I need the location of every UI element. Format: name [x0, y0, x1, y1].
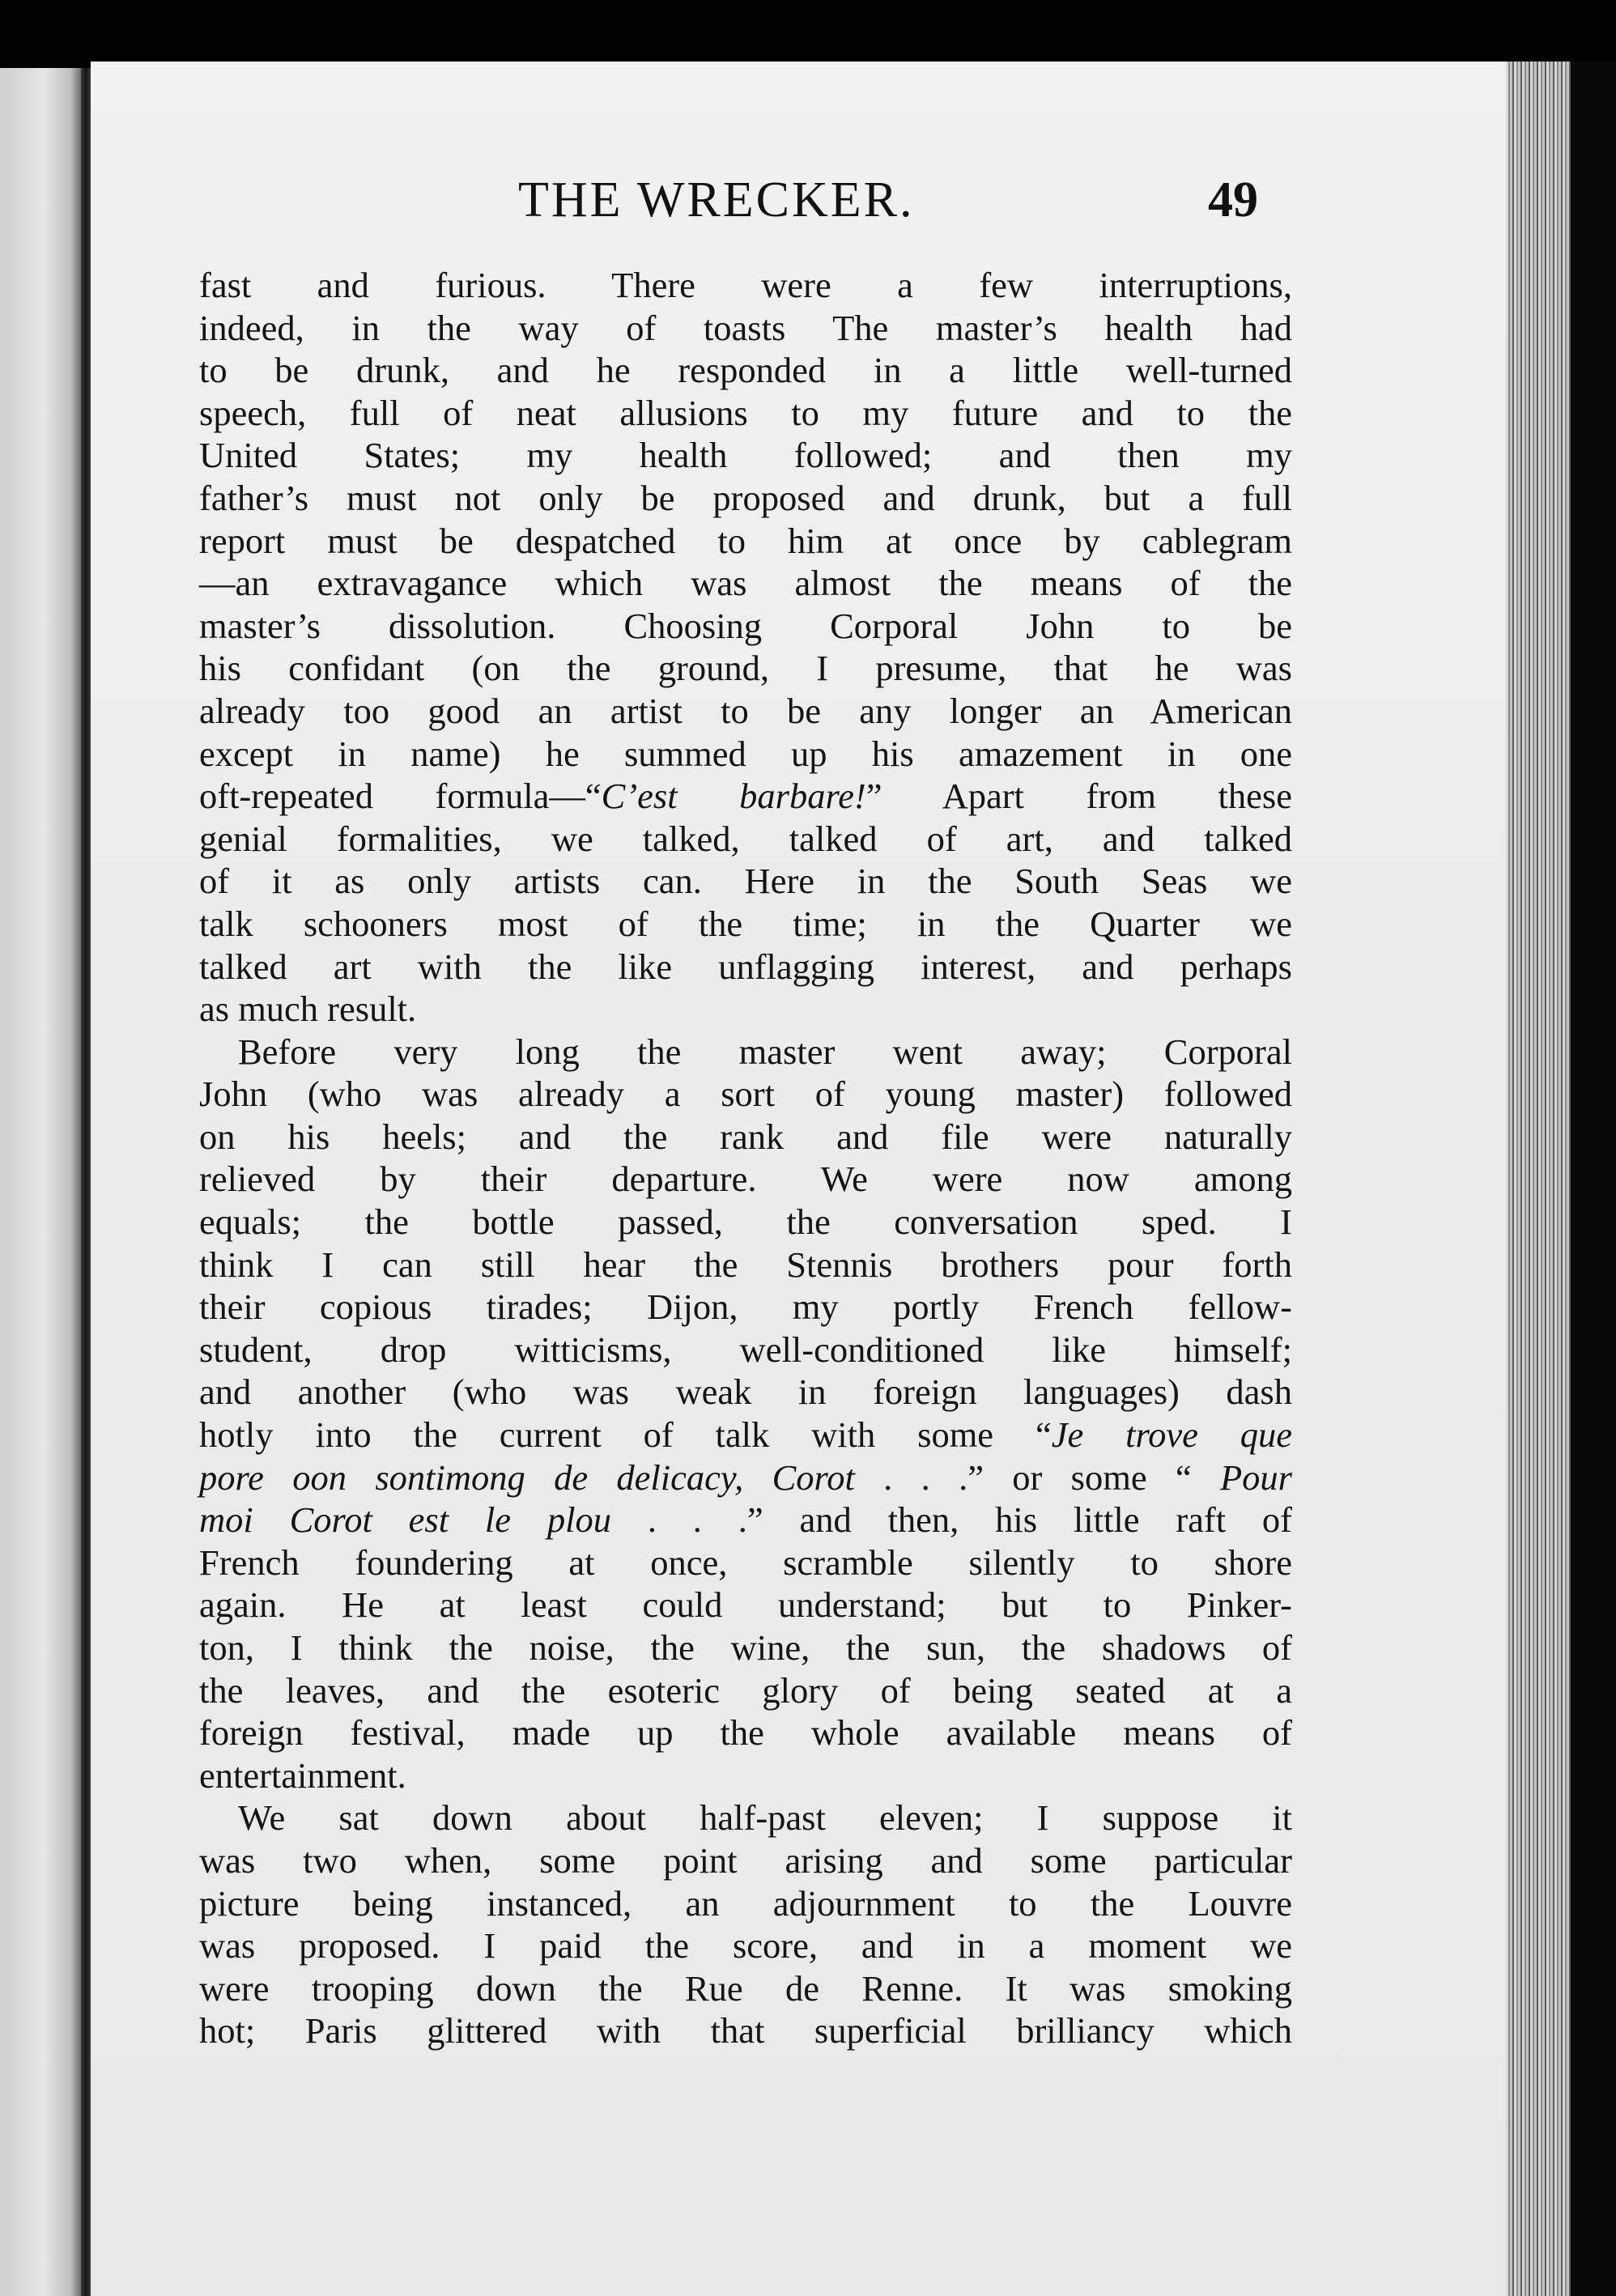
- text-segment: oft-repeated formula—“: [199, 776, 602, 817]
- text-segment: Before very long the master went away; Corporal: [238, 1031, 1292, 1072]
- text-segment: of it as only artists can. Here in the South Seas we: [199, 861, 1292, 902]
- text-segment: student, drop witticisms, well-conditioned like himself;: [199, 1329, 1292, 1370]
- text-line: [199, 1796, 1292, 1839]
- text-segment: ton, I think the noise, the wine, the sun, the shadows of: [199, 1627, 1292, 1668]
- text-line: [199, 1754, 1292, 1797]
- text-line: [199, 264, 1292, 307]
- text-line: [199, 1882, 1292, 1925]
- text-line: [199, 1201, 1292, 1244]
- text-segment: ” Apart from these: [865, 776, 1292, 817]
- text-segment: foreign festival, made up the whole available means of: [199, 1712, 1292, 1754]
- text-segment: the leaves, and the esoteric glory of being seated at a: [199, 1669, 1292, 1711]
- text-segment: picture being instanced, an adjournment to the Louvre: [199, 1882, 1292, 1924]
- text-line: [199, 562, 1292, 605]
- text-line: [199, 647, 1292, 690]
- text-segment: as much result.: [199, 989, 417, 1030]
- italic-text: moi Corot est le plou: [199, 1499, 611, 1541]
- text-line: [199, 1116, 1292, 1159]
- text-segment: . . .” and then, his little raft of: [610, 1499, 1292, 1541]
- text-segment: hot; Paris glittered with that superficial brilliancy which: [199, 2010, 1292, 2052]
- text-line: [199, 1414, 1292, 1456]
- text-segment: hotly into the current of talk with some “: [199, 1414, 1052, 1456]
- text-line: [199, 1499, 1292, 1541]
- text-segment: their copious tirades; Dijon, my portly French fellow-: [199, 1286, 1292, 1328]
- text-line: [199, 1626, 1292, 1669]
- book-gutter: [81, 68, 91, 2296]
- text-line: [199, 1967, 1292, 2010]
- text-segment: entertainment.: [199, 1754, 406, 1796]
- text-line: [199, 1244, 1292, 1286]
- text-line: [199, 1584, 1292, 1626]
- text-line: [199, 1456, 1292, 1499]
- text-segment: speech, full of neat allusions to my future and to the: [199, 392, 1292, 433]
- text-line: [199, 434, 1292, 477]
- text-line: [199, 1286, 1292, 1329]
- text-segment: —an extravagance which was almost the means of the: [199, 563, 1292, 604]
- text-segment: French foundering at once, scramble silently to shore: [199, 1541, 1292, 1583]
- text-segment: We sat down about half-past eleven; I suppose it: [238, 1797, 1292, 1839]
- text-line: [199, 818, 1292, 861]
- italic-text: C’est barbare!: [601, 776, 866, 817]
- text-segment: John (who was already a sort of young master) followed: [199, 1074, 1292, 1115]
- text-segment: . . .” or some “: [854, 1456, 1220, 1498]
- text-line: [199, 1541, 1292, 1584]
- text-segment: master’s dissolution. Choosing Corporal John to be: [199, 605, 1292, 646]
- text-line: [199, 903, 1292, 946]
- text-segment: genial formalities, we talked, talked of art, and talked: [199, 818, 1292, 859]
- text-line: [199, 1711, 1292, 1754]
- text-line: [199, 1073, 1292, 1116]
- text-segment: equals; the bottle passed, the conversation sped. I: [199, 1201, 1292, 1243]
- scan-border-right: [1571, 62, 1616, 2296]
- text-line: [199, 392, 1292, 435]
- text-segment: on his heels; and the rank and file were naturally: [199, 1116, 1292, 1157]
- text-segment: were trooping down the Rue de Renne. It was smoking: [199, 1967, 1292, 2009]
- text-line: [199, 946, 1292, 989]
- text-line: [199, 690, 1292, 733]
- previous-page-edge: [0, 68, 81, 2296]
- text-segment: to be drunk, and he responded in a little well-turned: [199, 350, 1292, 391]
- text-line: [199, 605, 1292, 648]
- text-line: [199, 733, 1292, 776]
- text-line: [199, 520, 1292, 563]
- text-segment: talk schooners most of the time; in the Quarter we: [199, 903, 1292, 944]
- italic-text: pore oon sontimong de delicacy, Corot: [199, 1456, 855, 1498]
- italic-text: Je trove que: [1051, 1414, 1292, 1456]
- text-line: [199, 1669, 1292, 1712]
- text-line: [199, 349, 1292, 392]
- text-line: [199, 477, 1292, 520]
- text-line: [199, 1371, 1292, 1414]
- text-segment: again. He at least could understand; but to Pinker-: [199, 1584, 1292, 1626]
- italic-text: Pour: [1220, 1456, 1292, 1498]
- text-segment: fast and furious. There were a few interruptions,: [199, 265, 1292, 305]
- text-segment: talked art with the like unflagging interest, and perhaps: [199, 946, 1292, 987]
- text-segment: already too good an artist to be any longer an American: [199, 690, 1292, 731]
- text-segment: United States; my health followed; and then my: [199, 435, 1292, 476]
- running-title: THE WRECKER.: [518, 172, 915, 227]
- text-line: [199, 1924, 1292, 1967]
- text-segment: relieved by their departure. We were now among: [199, 1159, 1292, 1200]
- body-text: [199, 264, 1292, 2094]
- page-stack-edges: [1506, 62, 1571, 2296]
- text-segment: think I can still hear the Stennis brothers pour forth: [199, 1244, 1292, 1285]
- text-line: [199, 1839, 1292, 1882]
- text-segment: was two when, some point arising and some particular: [199, 1839, 1292, 1881]
- text-line: [199, 1031, 1292, 1074]
- text-segment: report must be despatched to him at once by cablegram: [199, 520, 1292, 561]
- text-line: [199, 775, 1292, 818]
- text-segment: and another (who was weak in foreign languages) dash: [199, 1371, 1292, 1413]
- text-line: [199, 988, 1292, 1031]
- text-line: [199, 307, 1292, 350]
- scan-border-top: [0, 0, 1616, 68]
- text-segment: indeed, in the way of toasts The master’s health had: [199, 307, 1292, 348]
- text-segment: father’s must not only be proposed and drunk, but a full: [199, 477, 1292, 518]
- text-segment: was proposed. I paid the score, and in a moment we: [199, 1925, 1292, 1966]
- text-line: [199, 1158, 1292, 1201]
- text-line: [199, 1329, 1292, 1371]
- text-line: [199, 2009, 1292, 2052]
- text-segment: his confidant (on the ground, I presume, that he was: [199, 648, 1292, 689]
- page-number: 49: [1208, 172, 1258, 227]
- text-line: [199, 860, 1292, 903]
- text-segment: except in name) he summed up his amazement in one: [199, 733, 1292, 774]
